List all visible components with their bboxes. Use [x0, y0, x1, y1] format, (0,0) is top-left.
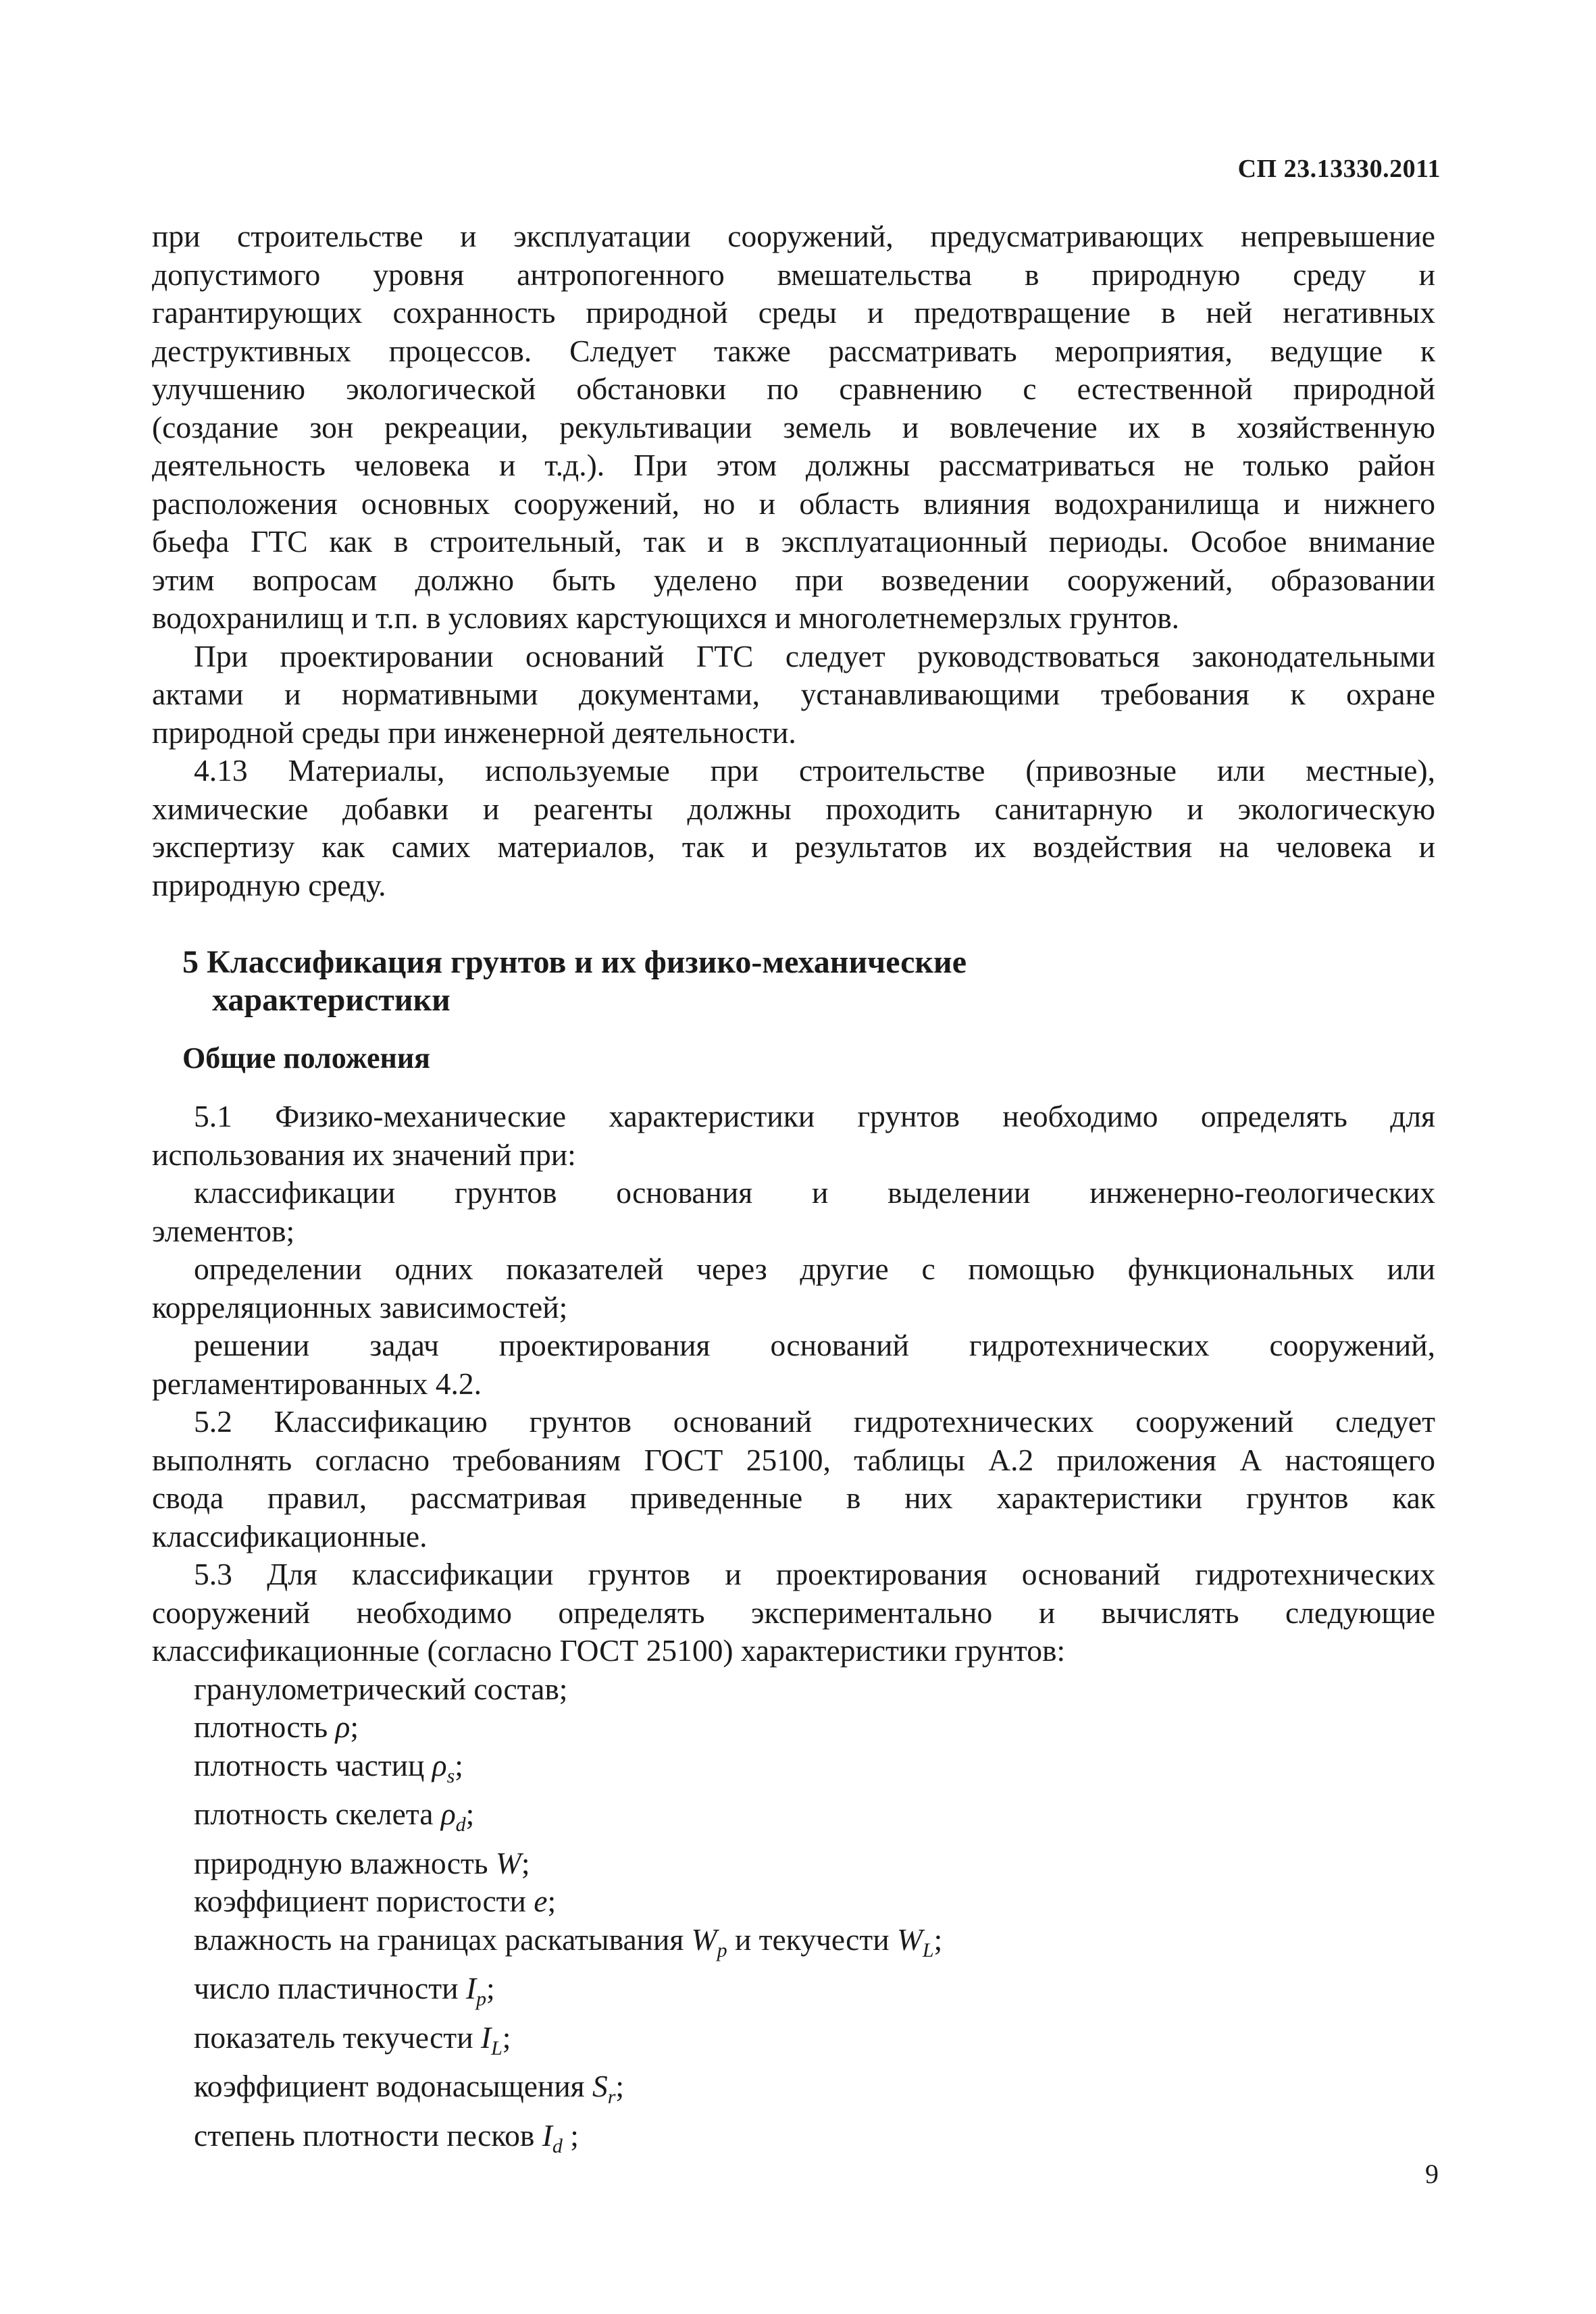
text-line: природную среду.: [152, 867, 386, 902]
list-item: [152, 2019, 1435, 2068]
list-item-text: коэффициент водонасыщения: [194, 2069, 592, 2104]
text-line: 5.3 Для классификации грунтов и проектирования оснований гидротехнических: [194, 1557, 1435, 1591]
symbol-subscript: L: [922, 1938, 934, 1961]
paragraph-5-1: [152, 1098, 1435, 1174]
list-item-tail: ;: [547, 1884, 557, 1919]
text-line: этим вопросам должно быть уделено при возведении сооружений, образовании: [152, 562, 1435, 597]
symbol-subscript: p: [476, 1988, 487, 2011]
text-line: свода правил, рассматривая приведенные в них характеристики грунтов как: [152, 1481, 1435, 1515]
text-line: сооружений необходимо определять экспериментально и вычислять следующие: [152, 1595, 1435, 1630]
paragraph-5-1-b: [152, 1250, 1435, 1327]
paragraph-4-13: [152, 752, 1435, 904]
paragraph-5-1-a: [152, 1174, 1435, 1250]
document-code: СП 23.13330.2011: [1237, 155, 1441, 183]
list-item-text: влажность на границах раскатывания: [194, 1922, 692, 1957]
list-item-text: плотность скелета: [194, 1797, 441, 1832]
list-item-text: число пластичности: [194, 1971, 466, 2006]
list-item: [152, 1708, 1435, 1747]
paragraph-5-1-c: [152, 1327, 1435, 1403]
text-line: использования их значений при:: [152, 1137, 576, 1172]
symbol-subscript: d: [552, 2135, 563, 2158]
symbol: W: [495, 1845, 521, 1880]
symbol: ρ: [432, 1747, 447, 1782]
text-line: экспертизу как самих материалов, так и результатов их воздействия на человека и: [152, 829, 1435, 864]
symbol-subscript: L: [491, 2036, 503, 2059]
text-line: бьефа ГТС как в строительный, так и в эксплуатационный периоды. Особое внимание: [152, 524, 1435, 559]
symbol-subscript: s: [446, 1764, 455, 1787]
paragraph-environment: [152, 217, 1435, 638]
list-item-tail: и текучести: [727, 1922, 897, 1957]
text-line: гарантирующих сохранность природной среды и предотвращение в ней негативных: [152, 295, 1435, 330]
list-item: [152, 2117, 1435, 2166]
list-item-tail: ;: [350, 1709, 359, 1744]
symbol: W: [691, 1922, 717, 1957]
text-line: расположения основных сооружений, но и область влияния водохранилища и нижнего: [152, 486, 1435, 521]
characteristics-list: [152, 1670, 1435, 2166]
text-line: элементов;: [152, 1213, 295, 1248]
symbol-subscript: d: [455, 1814, 466, 1836]
text-line: выполнять согласно требованиям ГОСТ 25100, таблицы А.2 приложения А настоящего: [152, 1442, 1435, 1477]
text-line: 5.2 Классификацию грунтов оснований гидротехнических сооружений следует: [194, 1404, 1435, 1439]
text-line: определении одних показателей через другие с помощью функциональных или: [194, 1252, 1435, 1286]
symbol: S: [592, 2069, 608, 2104]
paragraph-design-guidance: [152, 638, 1435, 752]
text-line: решении задач проектирования оснований гидротехнических сооружений,: [194, 1328, 1435, 1362]
symbol: I: [480, 2020, 492, 2055]
list-item-tail: ;: [615, 2069, 625, 2104]
text-line: улучшению экологической обстановки по сравнению с естественной природной: [152, 371, 1435, 406]
list-item: [152, 1747, 1435, 1796]
page-number: 9: [1425, 2159, 1439, 2189]
symbol-subscript: p: [717, 1938, 727, 1961]
list-item: [152, 1670, 1435, 1709]
list-item-text: плотность: [194, 1709, 336, 1744]
list-item-text: плотность частиц: [194, 1747, 432, 1782]
text-line: 5.1 Физико-механические характеристики грунтов необходимо определять для: [194, 1099, 1435, 1133]
text-line: регламентированных 4.2.: [152, 1366, 482, 1401]
text-line: актами и нормативными документами, устанавливающими требования к охране: [152, 677, 1435, 711]
symbol: ρ: [335, 1709, 351, 1744]
list-item-text: природную влажность: [194, 1845, 496, 1880]
list-item-tail: ;: [933, 1922, 943, 1957]
text-line: деструктивных процессов. Следует также рассматривать мероприятия, ведущие к: [152, 333, 1435, 368]
list-item: [152, 1970, 1435, 2019]
list-item-tail: ;: [465, 1797, 475, 1832]
text-line: химические добавки и реагенты должны проходить санитарную и экологическую: [152, 791, 1435, 826]
text-line: классификационные (согласно ГОСТ 25100) характеристики грунтов:: [152, 1633, 1066, 1668]
symbol: W: [896, 1922, 923, 1957]
text-line: деятельность человека и т.д.). При этом должны рассматриваться не только район: [152, 448, 1435, 482]
list-item: [152, 1882, 1435, 1921]
list-item-text: показатель текучести: [194, 2020, 481, 2055]
list-item-tail: ;: [455, 1747, 463, 1782]
text-line: классификационные.: [152, 1518, 428, 1553]
list-item: [152, 1795, 1435, 1845]
list-item-tail: ;: [562, 2118, 579, 2153]
list-item-text: гранулометрический состав;: [194, 1671, 568, 1706]
symbol: ρ: [440, 1797, 456, 1832]
list-item: [152, 1845, 1435, 1883]
symbol: I: [465, 1971, 477, 2006]
text-line: природной среды при инженерной деятельности.: [152, 715, 796, 750]
list-item-text: коэффициент пористости: [194, 1884, 534, 1919]
symbol: e: [534, 1884, 548, 1919]
text-line: (создание зон рекреации, рекультивации земель и вовлечение их в хозяйственную: [152, 409, 1435, 444]
text-line: водохранилищ и т.п. в условиях карстующихся и многолетнемерзлых грунтов.: [152, 600, 1180, 635]
list-item-text: степень плотности песков: [194, 2118, 542, 2153]
text-line: классификации грунтов основания и выделении инженерно-геологических: [194, 1175, 1435, 1210]
paragraph-5-3: [152, 1555, 1435, 1670]
list-item-tail: ;: [521, 1845, 530, 1880]
list-item-tail: ;: [486, 1971, 495, 2006]
list-item: [152, 2067, 1435, 2117]
paragraph-5-2: [152, 1403, 1435, 1555]
symbol: I: [542, 2118, 552, 2153]
symbol-subscript: r: [607, 2086, 616, 2109]
text-line: при строительстве и эксплуатации сооружений, предусматривающих непревышение: [152, 219, 1435, 253]
text-line: При проектировании оснований ГТС следует руководствоваться законодательными: [194, 638, 1435, 673]
list-item-tail: ;: [502, 2020, 511, 2055]
list-item: [152, 1921, 1435, 1970]
text-line: корреляционных зависимостей;: [152, 1289, 568, 1325]
general-provisions-heading: Общие положения: [182, 1042, 430, 1075]
section-5-heading-line1: 5 Классификация грунтов и их физико-механические: [182, 944, 967, 980]
section-5-heading: [182, 944, 1435, 1019]
text-line: допустимого уровня антропогенного вмешательства в природную среду и: [152, 257, 1435, 292]
page-content: [152, 217, 1435, 2166]
text-line: 4.13 Материалы, используемые при строительстве (привозные или местные),: [194, 753, 1435, 788]
section-5-heading-line2: характеристики: [212, 982, 451, 1018]
